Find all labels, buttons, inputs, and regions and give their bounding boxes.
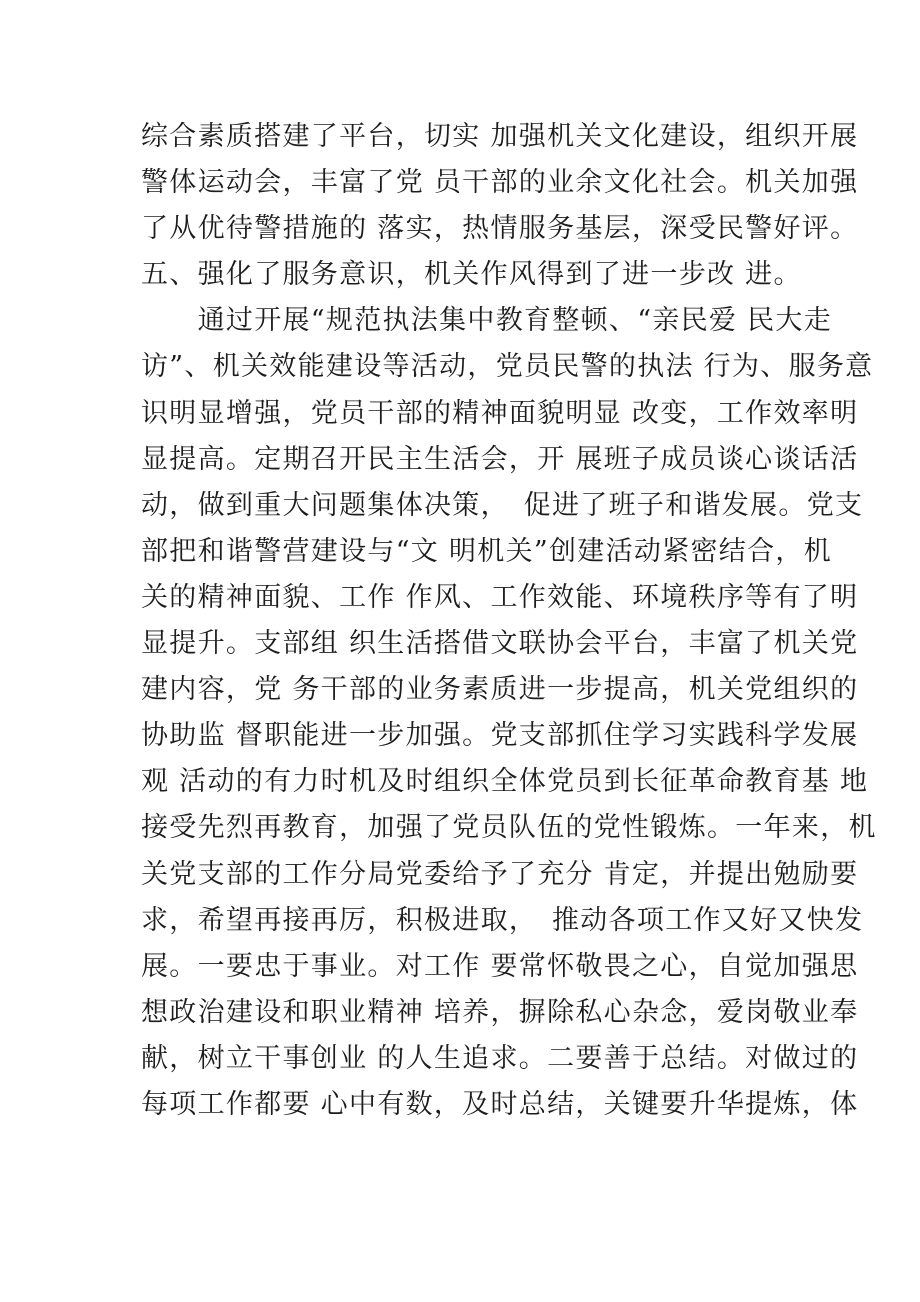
text-line-21: 献，树立干事创业 的人生追求。二要善于总结。对做过的 (141, 1042, 859, 1074)
text-line-16: 接受先烈再教育，加强了党员队伍的党性锻炼。一年来，机 (141, 812, 877, 844)
text-line-11: 关的精神面貌、工作 作风、工作效能、环境秩序等有了明 (141, 581, 859, 613)
text-line-2: 警体运动会，丰富了党 员干部的业余文化社会。机关加强 (141, 167, 859, 199)
text-line-17: 关党支部的工作分局党委给予了充分 肯定，并提出勉励要 (141, 858, 859, 890)
text-line-20: 想政治建设和职业精神 培养，摒除私心杂念，爱岗敬业奉 (141, 996, 859, 1028)
body-text (141, 114, 877, 1128)
text-line-12: 显提升。支部组 织生活搭借文联协会平台，丰富了机关党 (141, 628, 859, 660)
text-line-1: 综合素质搭建了平台，切实 加强机关文化建设，组织开展 (141, 121, 859, 152)
text-line-8: 显提高。定期召开民主生活会，开 展班子成员谈心谈话活 (141, 443, 859, 475)
text-line-7: 识明显增强，党员干部的精神面貌明显 改变，工作效率明 (141, 397, 859, 429)
text-line-6: 访”、机关效能建设等活动，党员民警的执法 行为、服务意 (141, 351, 874, 383)
text-line-4: 五、强化了服务意识，机关作风得到了进一步改 进。 (141, 259, 802, 291)
text-line-22: 每项工作都要 心中有数，及时总结，关键要升华提炼，体 (141, 1088, 859, 1120)
text-line-3: 了从优待警措施的 落实，热情服务基层，深受民警好评。 (141, 213, 859, 245)
text-line-10: 部把和谐警营建设与“文 明机关”创建活动紧密结合，机 (141, 535, 832, 567)
text-line-13: 建内容，党 务干部的业务素质进一步提高，机关党组织的 (141, 674, 859, 706)
text-line-9: 动，做到重大问题集体决策， 促进了班子和谐发展。党支 (141, 489, 864, 521)
text-line-5: 通过开展“规范执法集中教育整顿、“亲民爱 民大走 (141, 305, 832, 337)
text-line-15: 观 活动的有力时机及时组织全体党员到长征革命教育基 地 (141, 766, 869, 798)
text-line-19: 展。一要忠于事业。对工作 要常怀敬畏之心，自觉加强思 (141, 950, 859, 982)
text-line-14: 协助监 督职能进一步加强。党支部抓住学习实践科学发展 (141, 720, 859, 752)
text-line-18: 求，希望再接再厉，积极进取， 推动各项工作又好又快发 (141, 904, 864, 936)
